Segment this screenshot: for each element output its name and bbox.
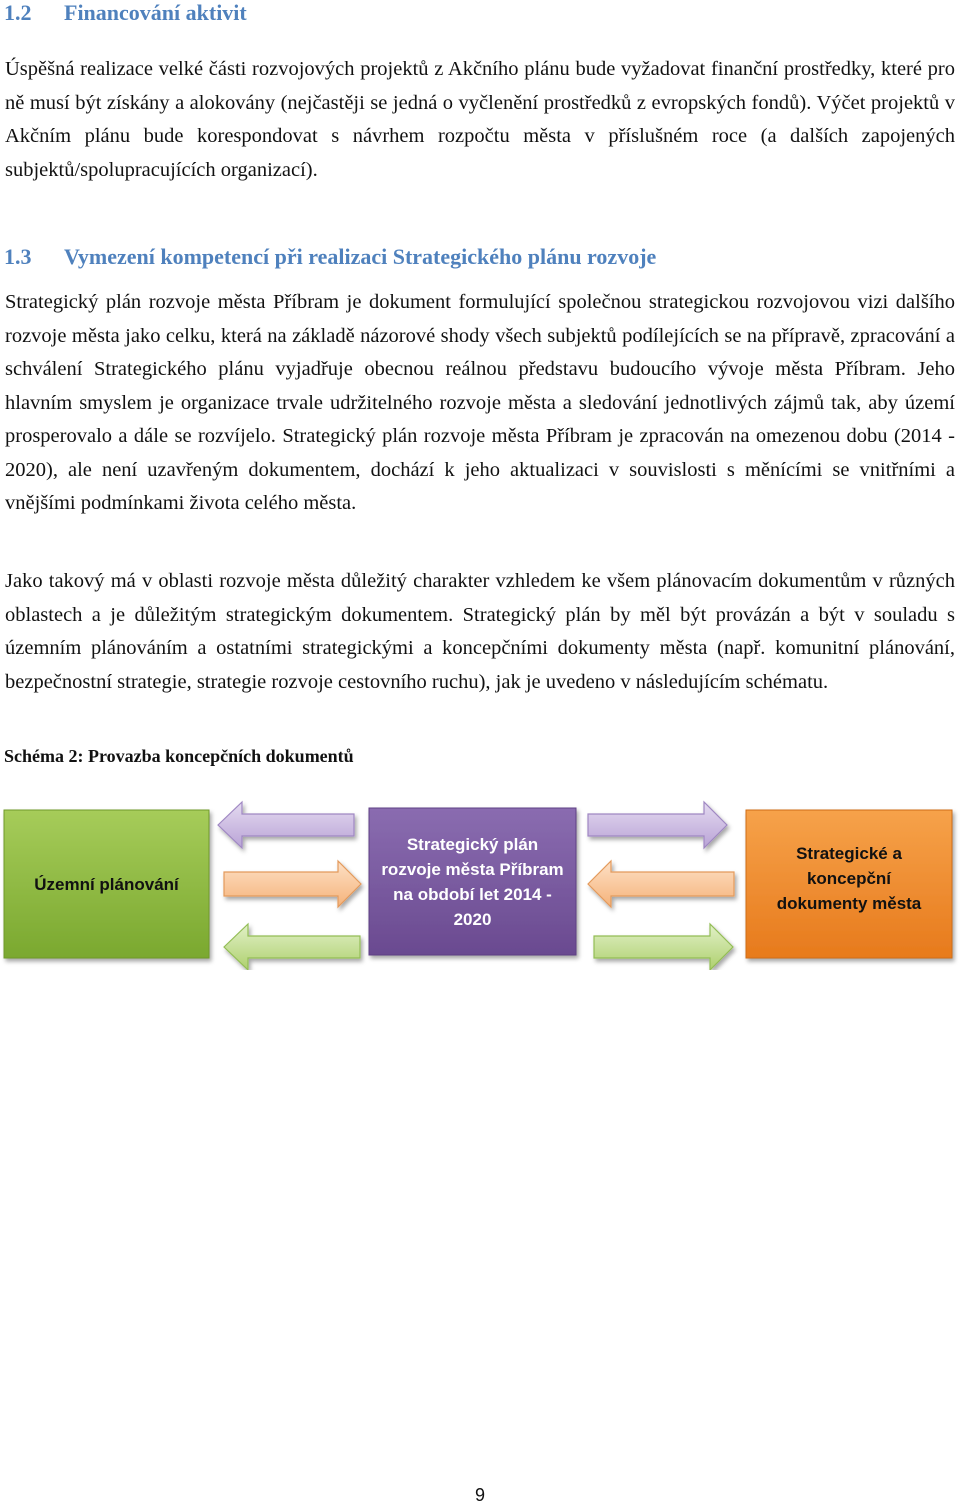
section-number: 1.2	[4, 0, 32, 25]
arrow-right-purple	[588, 802, 727, 848]
paragraph-financing: Úspěšná realizace velké části rozvojových projektů z Akčního plánu bude vyžadovat finanční prostředky, které pro ně musí být získány a alokovány (nejčastěji se jedná o vyčlenění prostředků z evropských fondů). Výčet projektů v Akčním plánu bude korespondovat s návrhem rozpočtu města v příslušném roce (a dalších zapojených subjektů/spolupracujících organizací).	[5, 58, 955, 181]
arrow-right-green	[594, 924, 733, 970]
section-heading-1-2	[4, 0, 247, 26]
box-strategic-plan-label: Strategický plán rozvoje města Příbram na období let 2014 - 2020	[381, 834, 564, 929]
paragraph-competences-1: Strategický plán rozvoje města Příbram je dokument formulující společnou strategickou rozvojovou vizi dalšího rozvoje města jako celku, která na základě názorové shody všech subjektů podílejících se na přípravě, zpracování a schválení Strategického plánu vyjadřuje obecnou reálnou představu budoucího vývoje města Příbram. Jeho hlavním smyslem je organizace trvale udržitelného rozvoje města a sledování jednotlivých zájmů tak, aby území prosperovalo a dále se rozvíjelo. Strategický plán rozvoje města Příbram je zpracován na omezenou dobu (2014 - 2020), ale není uzavřeným dokumentem, dochází k jeho aktualizaci v souvislosti s měnícími se vnitřními a vnějšími podmínkami života celého města.	[5, 291, 955, 514]
page-number: 9	[474, 1485, 485, 1505]
section-number: 1.3	[4, 244, 32, 269]
paragraph-competences-2: Jako takový má v oblasti rozvoje města důležitý charakter vzhledem ke všem plánovacím dokumentům v různých oblastech a je důležitým strategickým dokumentem. Strategický plán by měl být provázán a být v souladu s územním plánováním a ostatními strategickými a koncepčními dokumenty města (např. komunitní plánování, bezpečnostní strategie, strategie rozvoje cestovního ruchu), jak je uvedeno v následujícím schématu.	[5, 570, 955, 693]
box-concept-documents-label: Strategické a koncepční dokumenty města	[776, 843, 922, 913]
arrow-left-purple	[218, 802, 354, 848]
arrow-left-orange	[588, 861, 734, 907]
arrow-right-orange	[224, 861, 361, 907]
section-title: Financování aktivit	[64, 0, 247, 25]
box-land-use-planning-label: Územní plánování	[34, 874, 179, 894]
section-title: Vymezení kompetencí při realizaci Strategického plánu rozvoje	[64, 244, 657, 269]
arrow-left-green	[224, 924, 360, 970]
scheme-diagram	[0, 790, 960, 970]
section-heading-1-3	[4, 244, 656, 270]
scheme-caption: Schéma 2: Provazba koncepčních dokumentů	[4, 746, 354, 766]
